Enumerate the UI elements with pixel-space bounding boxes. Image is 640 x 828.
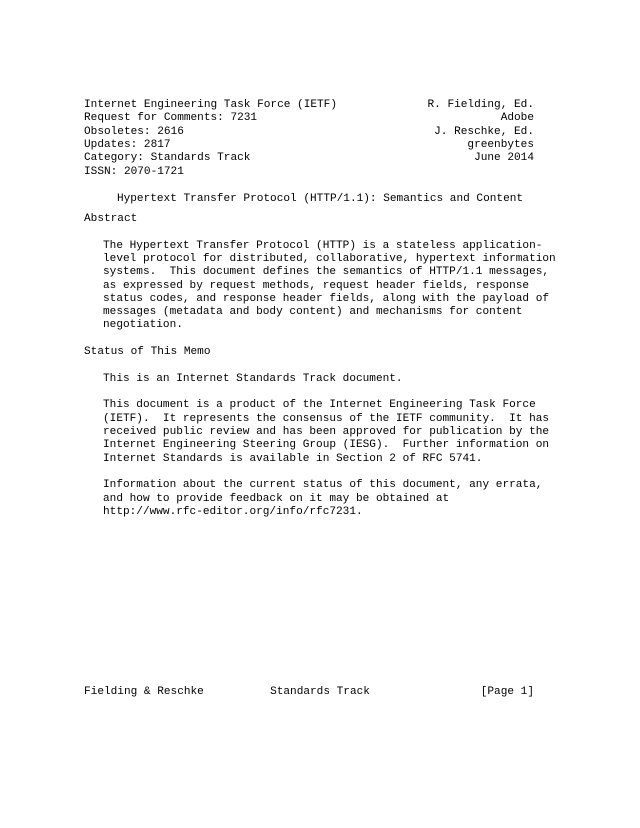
status-paragraph-2-line: received public review and has been approved for publication by the bbox=[103, 426, 550, 438]
status-paragraph-2-line: Internet Standards is available in Section 2 of RFC 5741. bbox=[103, 453, 483, 465]
header-organization: Internet Engineering Task Force (IETF) bbox=[84, 99, 337, 111]
abstract-line: as expressed by request methods, request header fields, response bbox=[103, 280, 530, 292]
header-obsoletes: Obsoletes: 2616 bbox=[84, 126, 184, 138]
footer-category: Standards Track bbox=[270, 686, 370, 698]
header-updates: Updates: 2817 bbox=[84, 139, 171, 151]
status-paragraph-1: This is an Internet Standards Track document. bbox=[103, 373, 403, 385]
status-paragraph-2-line: This document is a product of the Internet Engineering Task Force bbox=[103, 399, 536, 411]
status-paragraph-3-line: Information about the current status of this document, any errata, bbox=[103, 479, 543, 491]
footer-page-number: [Page 1] bbox=[480, 686, 534, 698]
status-heading: Status of This Memo bbox=[84, 346, 211, 358]
footer-authors: Fielding & Reschke bbox=[84, 686, 204, 698]
header-issn: ISSN: 2070-1721 bbox=[84, 166, 184, 178]
header-category: Category: Standards Track bbox=[84, 152, 251, 164]
abstract-line: level protocol for distributed, collaborative, hypertext information bbox=[103, 253, 556, 265]
status-paragraph-2-line: Internet Engineering Steering Group (IESG). Further information on bbox=[103, 439, 550, 451]
abstract-line: negotiation. bbox=[103, 319, 183, 331]
header-rfc-number: Request for Comments: 7231 bbox=[84, 112, 258, 124]
rfc-editor-link: http://www.rfc-editor.org/info/rfc7231. bbox=[103, 506, 363, 518]
header-author-1: R. Fielding, Ed. bbox=[427, 99, 534, 111]
header-date: June 2014 bbox=[474, 152, 534, 164]
abstract-line: systems. This document defines the semantics of HTTP/1.1 messages, bbox=[103, 266, 550, 278]
abstract-line: messages (metadata and body content) and mechanisms for content bbox=[103, 306, 523, 318]
header-affiliation-1: Adobe bbox=[500, 112, 534, 124]
status-paragraph-3-line: and how to provide feedback on it may be obtained at bbox=[103, 493, 450, 505]
status-paragraph-2-line: (IETF). It represents the consensus of the IETF community. It has bbox=[103, 413, 550, 425]
abstract-line: status codes, and response header fields, along with the payload of bbox=[103, 293, 550, 305]
document-title: Hypertext Transfer Protocol (HTTP/1.1): Semantics and Content bbox=[116, 193, 524, 205]
header-affiliation-2: greenbytes bbox=[467, 139, 534, 151]
abstract-heading: Abstract bbox=[84, 213, 138, 225]
header-author-2: J. Reschke, Ed. bbox=[434, 126, 534, 138]
abstract-line: The Hypertext Transfer Protocol (HTTP) is a stateless application- bbox=[103, 240, 543, 252]
